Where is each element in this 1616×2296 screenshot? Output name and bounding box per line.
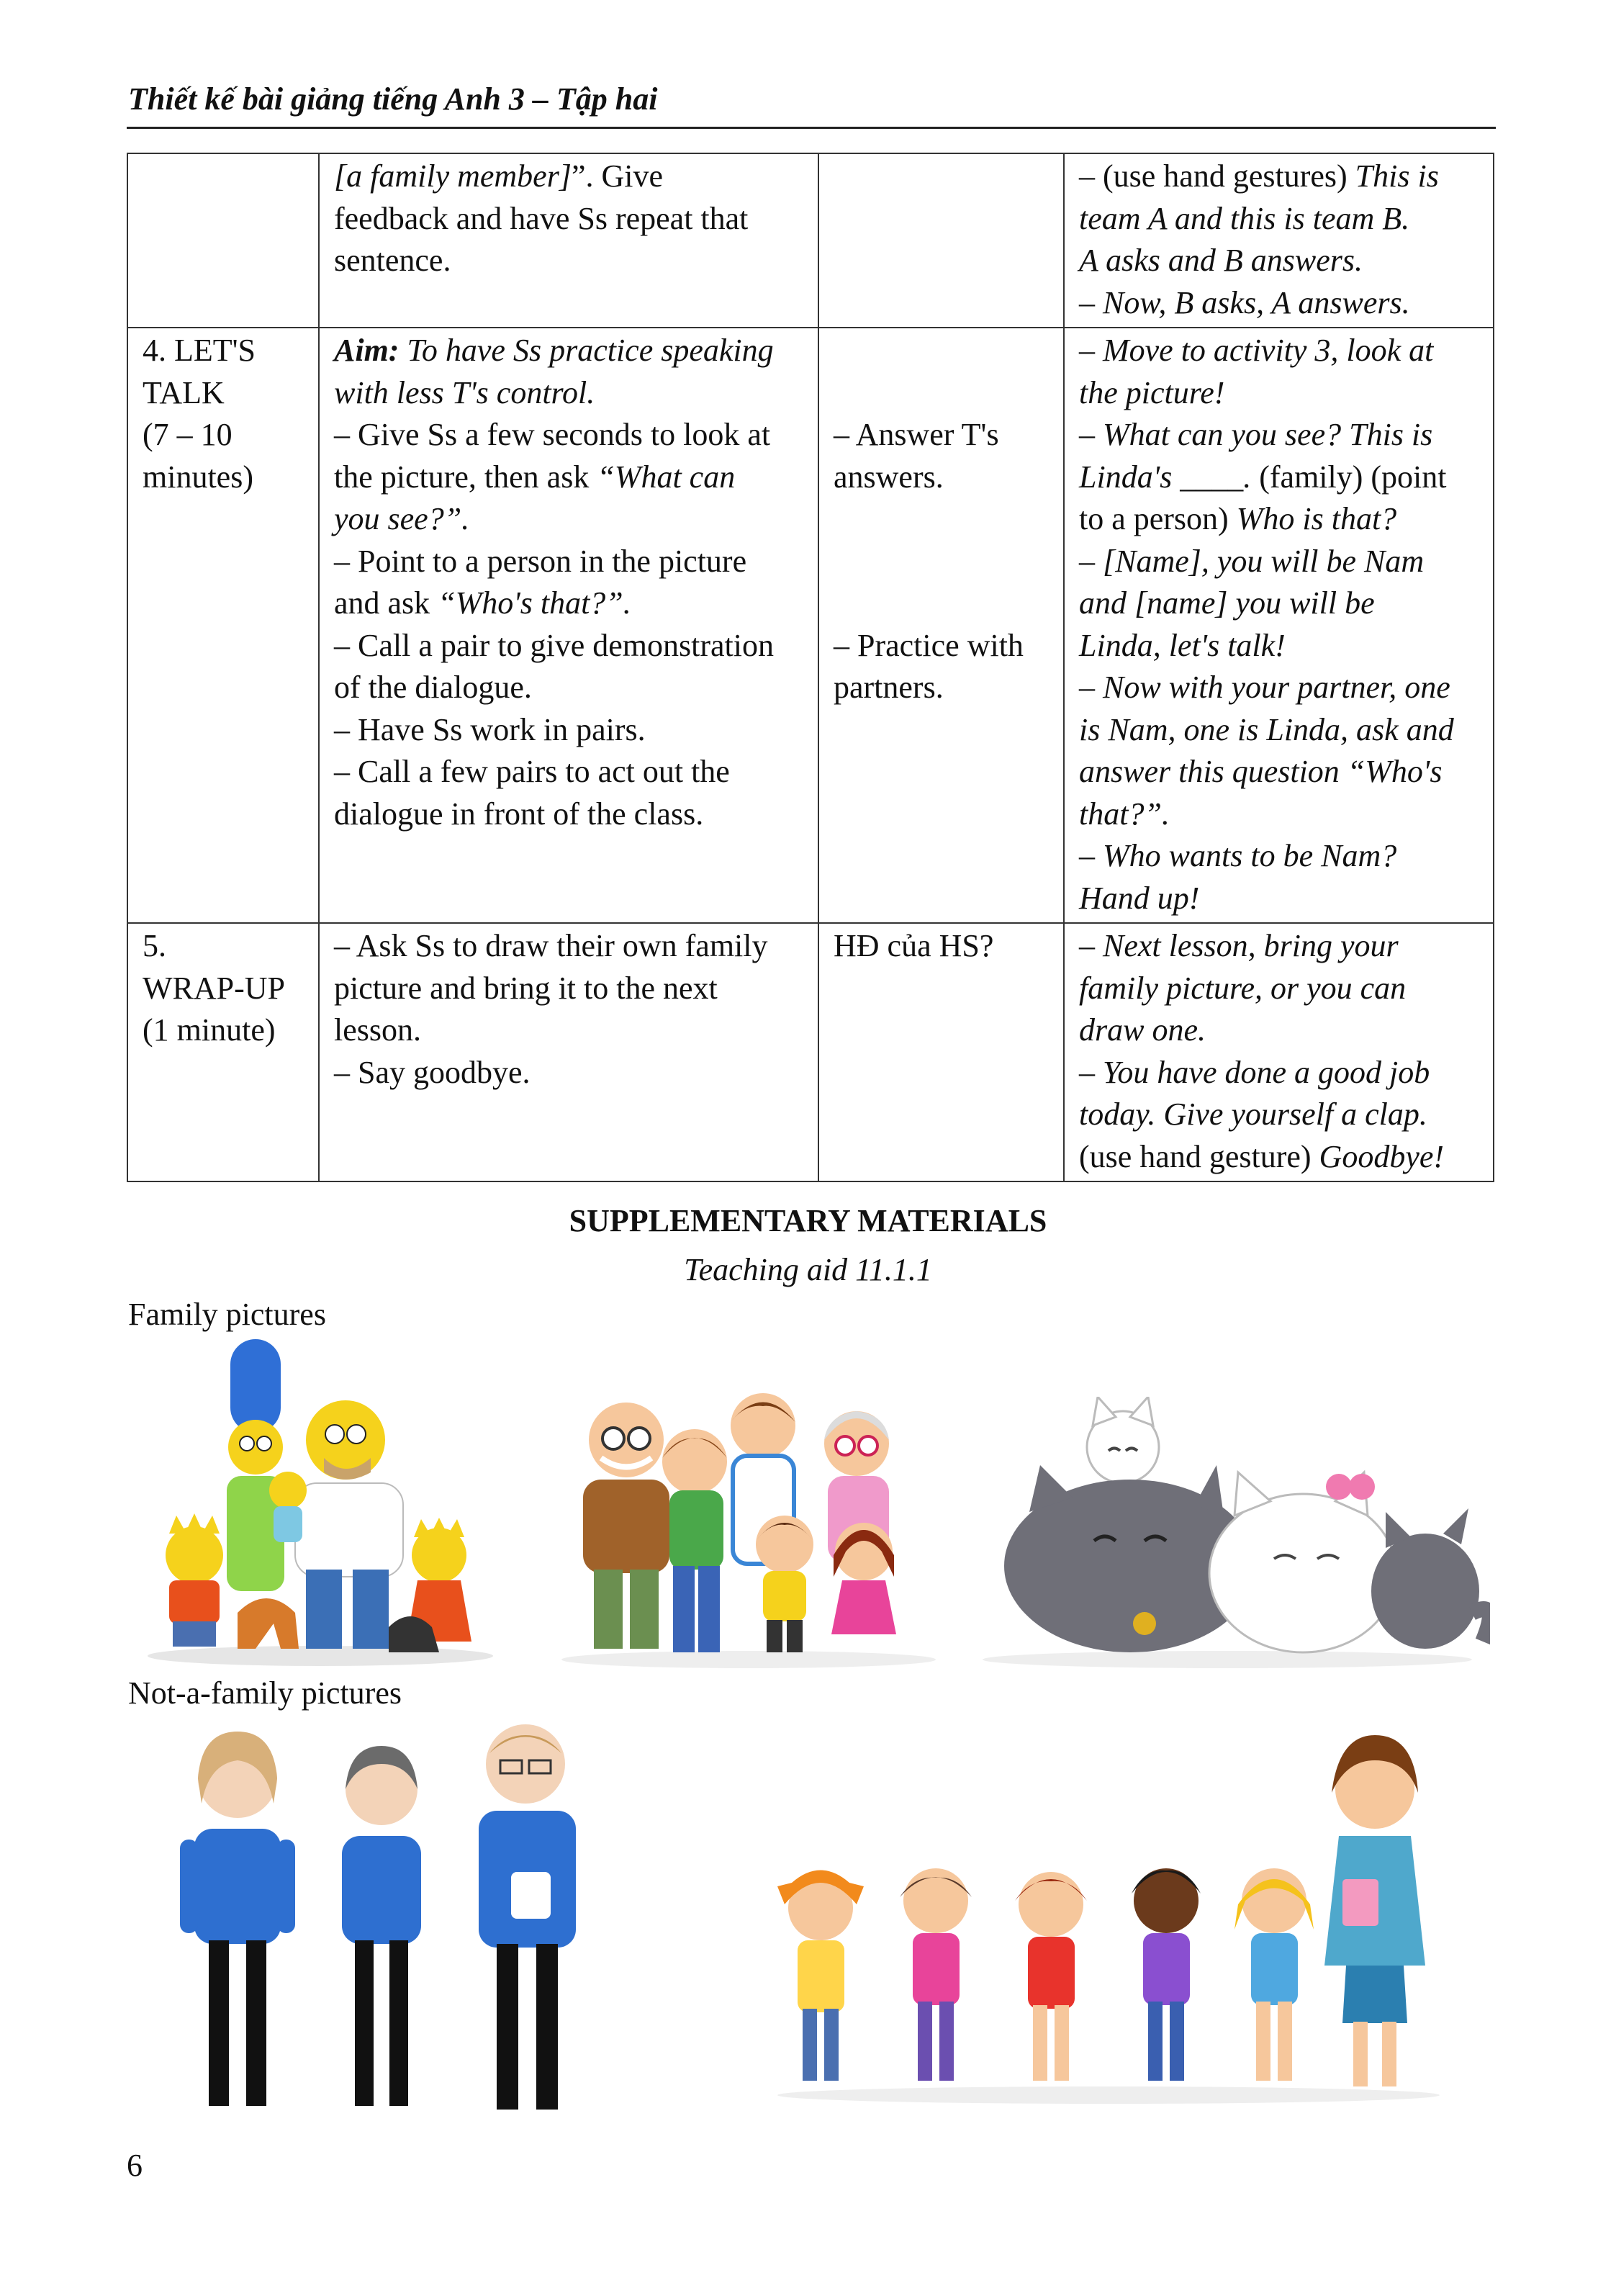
teacher-line: – Have Ss work in pairs. <box>334 711 646 747</box>
teacher-line-3: sentence. <box>334 243 451 278</box>
table-row <box>127 153 1494 328</box>
multigenerational-family-illustration <box>547 1382 950 1670</box>
lesson-procedure-table <box>127 153 1494 1182</box>
student-line: HĐ của HS? <box>834 928 994 963</box>
lang-line: that?”. <box>1079 796 1170 832</box>
student-line: – Answer T's <box>834 417 999 452</box>
lang-line: to a person) Who is that? <box>1079 501 1397 536</box>
language-cell <box>1064 153 1494 328</box>
lang-line: – What can you see? This is <box>1079 417 1433 452</box>
teacher-line: – Ask Ss to draw their own family <box>334 928 768 963</box>
lang-line: – Move to activity 3, look at <box>1079 333 1434 368</box>
teacher-line: dialogue in front of the class. <box>334 796 704 832</box>
stage-cell <box>127 328 319 923</box>
lang-line: (use hand gesture) Goodbye! <box>1079 1138 1445 1174</box>
table-row <box>127 923 1494 1181</box>
lang-line: – [Name], you will be Nam <box>1079 543 1425 579</box>
stage-line: (7 – 10 <box>143 417 233 452</box>
teacher-line: and ask “Who's that?”. <box>334 585 631 621</box>
teacher-line-1: ”. Give <box>571 158 664 194</box>
aim-label: Aim: <box>334 333 400 368</box>
lang-line-4: – Now, B asks, A answers. <box>1079 284 1410 320</box>
stage-line: minutes) <box>143 459 253 495</box>
teacher-line: the picture, then ask “What can <box>334 459 736 495</box>
stage-line: TALK <box>143 374 225 410</box>
supplementary-title: SUPPLEMENTARY MATERIALS <box>569 1203 1047 1238</box>
lang-line: – You have done a good job <box>1079 1054 1430 1090</box>
table-row <box>127 328 1494 923</box>
teacher-line: of the dialogue. <box>334 670 532 705</box>
lang-line-2: team A and this is team B. <box>1079 200 1410 236</box>
lang-line: Linda, let's talk! <box>1079 627 1286 663</box>
teacher-line: – Call a pair to give demonstration <box>334 627 774 663</box>
teaching-aid-caption: Teaching aid 11.1.1 <box>684 1252 932 1287</box>
teacher-line: – Give Ss a few seconds to look at <box>334 417 771 452</box>
family-pictures-label: Family pictures <box>128 1297 326 1332</box>
lang-line: – Now with your partner, one <box>1079 670 1450 705</box>
teacher-line: lesson. <box>334 1012 421 1048</box>
teacher-line: with less T's control. <box>334 374 595 410</box>
stage-line: (1 minute) <box>143 1012 276 1048</box>
language-cell <box>1064 923 1494 1181</box>
teacher-line-2: feedback and have Ss repeat that <box>334 200 749 236</box>
lang-line: Linda's ____. (family) (point <box>1079 459 1447 495</box>
lang-line: family picture, or you can <box>1079 970 1407 1006</box>
header-rule <box>127 127 1496 129</box>
student-activity-cell <box>818 153 1064 328</box>
lang-line: draw one. <box>1079 1012 1206 1048</box>
lang-line: the picture! <box>1079 374 1225 410</box>
cat-family-illustration <box>965 1397 1490 1670</box>
teacher-line: – Say goodbye. <box>334 1054 531 1090</box>
teacher-activity-cell <box>319 328 818 923</box>
stage-line: WRAP-UP <box>143 970 286 1006</box>
teacher-activity-cell <box>319 923 818 1181</box>
lang-line: today. Give yourself a clap. <box>1079 1097 1427 1132</box>
stage-cell <box>127 153 319 328</box>
student-activity-cell <box>818 328 1064 923</box>
lang-line-3: A asks and B answers. <box>1079 243 1363 278</box>
not-a-family-pictures-label: Not-a-family pictures <box>128 1675 402 1711</box>
teacher-activity-cell: [a family member]”. Give feedback and have Ss repeat that sentence. <box>319 153 818 328</box>
lang-line: answer this question “Who's <box>1079 754 1443 789</box>
staff-members-illustration <box>173 1721 619 2124</box>
lang-line: Hand up! <box>1079 880 1200 916</box>
student-line: answers. <box>834 459 944 495</box>
lang-line-1: – (use hand gestures) This is <box>1079 158 1439 194</box>
stage-line: 5. <box>143 928 166 963</box>
student-line: – Practice with <box>834 627 1024 663</box>
student-activity-cell <box>818 923 1064 1181</box>
teacher-line: you see?”. <box>334 501 470 536</box>
cartoon-family-illustration <box>130 1339 511 1670</box>
teacher-and-students-illustration <box>756 1721 1461 2110</box>
lang-line: is Nam, one is Linda, ask and <box>1079 711 1454 747</box>
page-number: 6 <box>127 2148 143 2183</box>
student-line: partners. <box>834 670 944 705</box>
lang-line: – Who wants to be Nam? <box>1079 838 1397 873</box>
stage-line: 4. LET'S <box>143 333 256 368</box>
lang-line: and [name] you will be <box>1079 585 1375 621</box>
teacher-line: – Call a few pairs to act out the <box>334 754 730 789</box>
stage-cell <box>127 923 319 1181</box>
aim-text: To have Ss practice speaking <box>407 333 774 368</box>
teacher-line: – Point to a person in the picture <box>334 543 747 579</box>
lang-line: – Next lesson, bring your <box>1079 928 1399 963</box>
language-cell <box>1064 328 1494 923</box>
running-header: Thiết kế bài giảng tiếng Anh 3 – Tập hai <box>128 81 658 117</box>
teacher-line: picture and bring it to the next <box>334 970 718 1006</box>
